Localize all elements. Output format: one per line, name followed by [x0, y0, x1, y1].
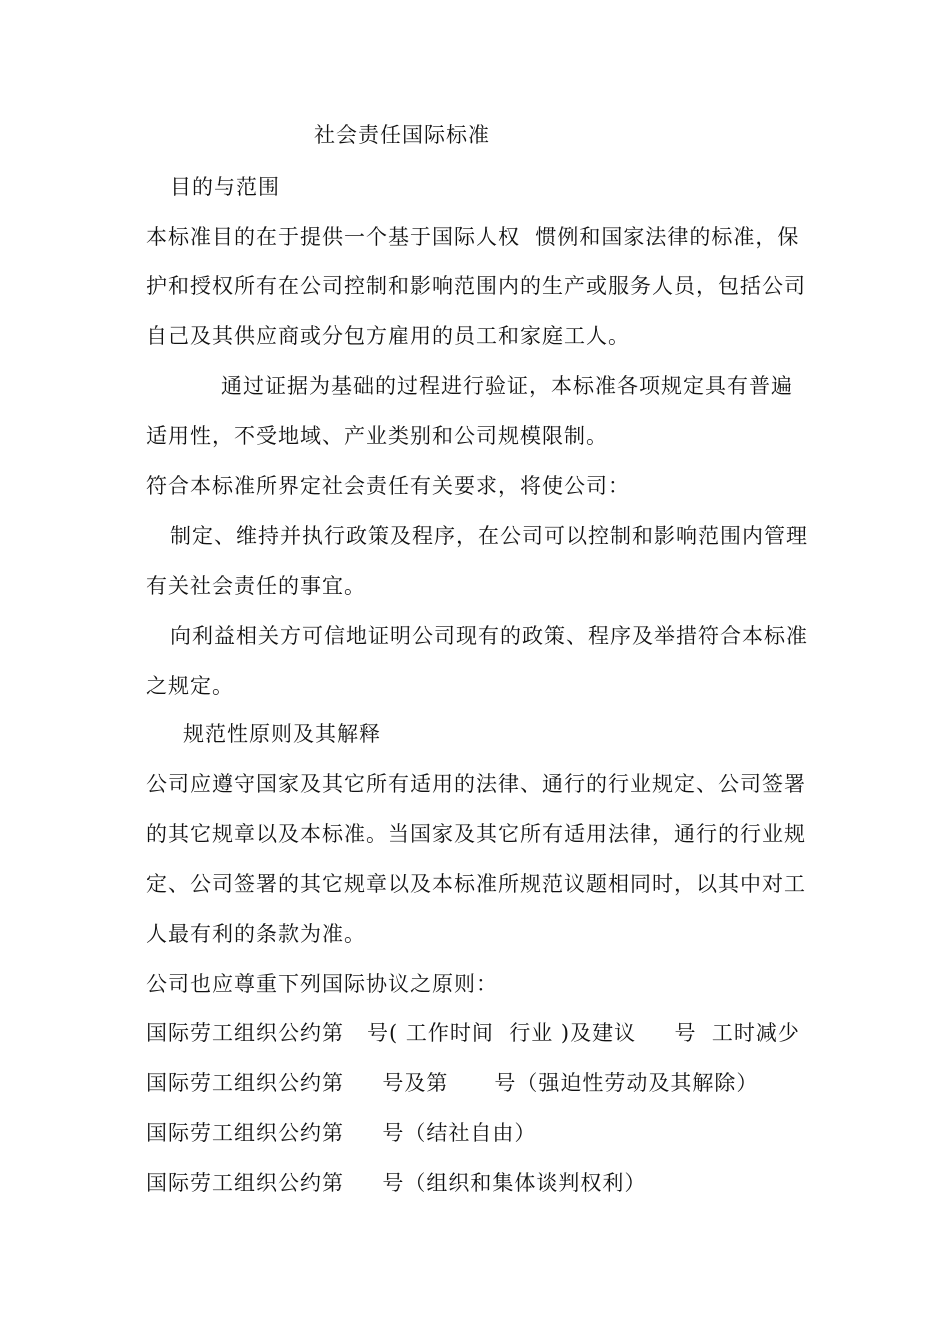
item2-line-2: 之规定。 — [146, 674, 234, 698]
verification-line-1: 通过证据为基础的过程进行验证，本标准各项规定具有普遍 — [221, 374, 793, 398]
section-heading-purpose-scope: 目的与范围 — [170, 175, 280, 199]
document-title: 社会责任国际标准 — [314, 123, 490, 147]
convention-item-3: 国际劳工组织公约第 号（结社自由） — [146, 1121, 537, 1145]
convention-item-4: 国际劳工组织公约第 号（组织和集体谈判权利） — [146, 1171, 647, 1195]
principle-line-2: 的其它规章以及本标准。当国家及其它所有适用法律，通行的行业规 — [146, 822, 806, 846]
principle-line-3: 定、公司签署的其它规章以及本标准所规范议题相同时，以其中对工 — [146, 872, 806, 896]
principle-line-4: 人最有利的条款为准。 — [146, 922, 366, 946]
item1-line-2: 有关社会责任的事宜。 — [146, 574, 366, 598]
convention-item-2: 国际劳工组织公约第 号及第 号（强迫性劳动及其解除） — [146, 1071, 759, 1095]
item2-line-1: 向利益相关方可信地证明公司现有的政策、程序及举措符合本标准 — [170, 624, 808, 648]
principle-line-1: 公司应遵守国家及其它所有适用的法律、通行的行业规定、公司签署 — [146, 772, 806, 796]
convention-item-1: 国际劳工组织公约第 号( 工作时间 行业 )及建议 号 工时减少 — [146, 1021, 800, 1045]
item1-line-1: 制定、维持并执行政策及程序，在公司可以控制和影响范围内管理 — [170, 524, 808, 548]
section-heading-normative-principles: 规范性原则及其解释 — [183, 722, 381, 746]
purpose-line-3: 自己及其供应商或分包方雇用的员工和家庭工人。 — [146, 324, 630, 348]
compliance-intro: 符合本标准所界定社会责任有关要求，将使公司： — [146, 474, 630, 498]
conventions-intro: 公司也应尊重下列国际协议之原则： — [146, 972, 498, 996]
purpose-line-2: 护和授权所有在公司控制和影响范围内的生产或服务人员，包括公司 — [146, 274, 806, 298]
verification-line-2: 适用性，不受地域、产业类别和公司规模限制。 — [146, 424, 608, 448]
purpose-line-1: 本标准目的在于提供一个基于国际人权 惯例和国家法律的标准，保 — [146, 225, 800, 249]
